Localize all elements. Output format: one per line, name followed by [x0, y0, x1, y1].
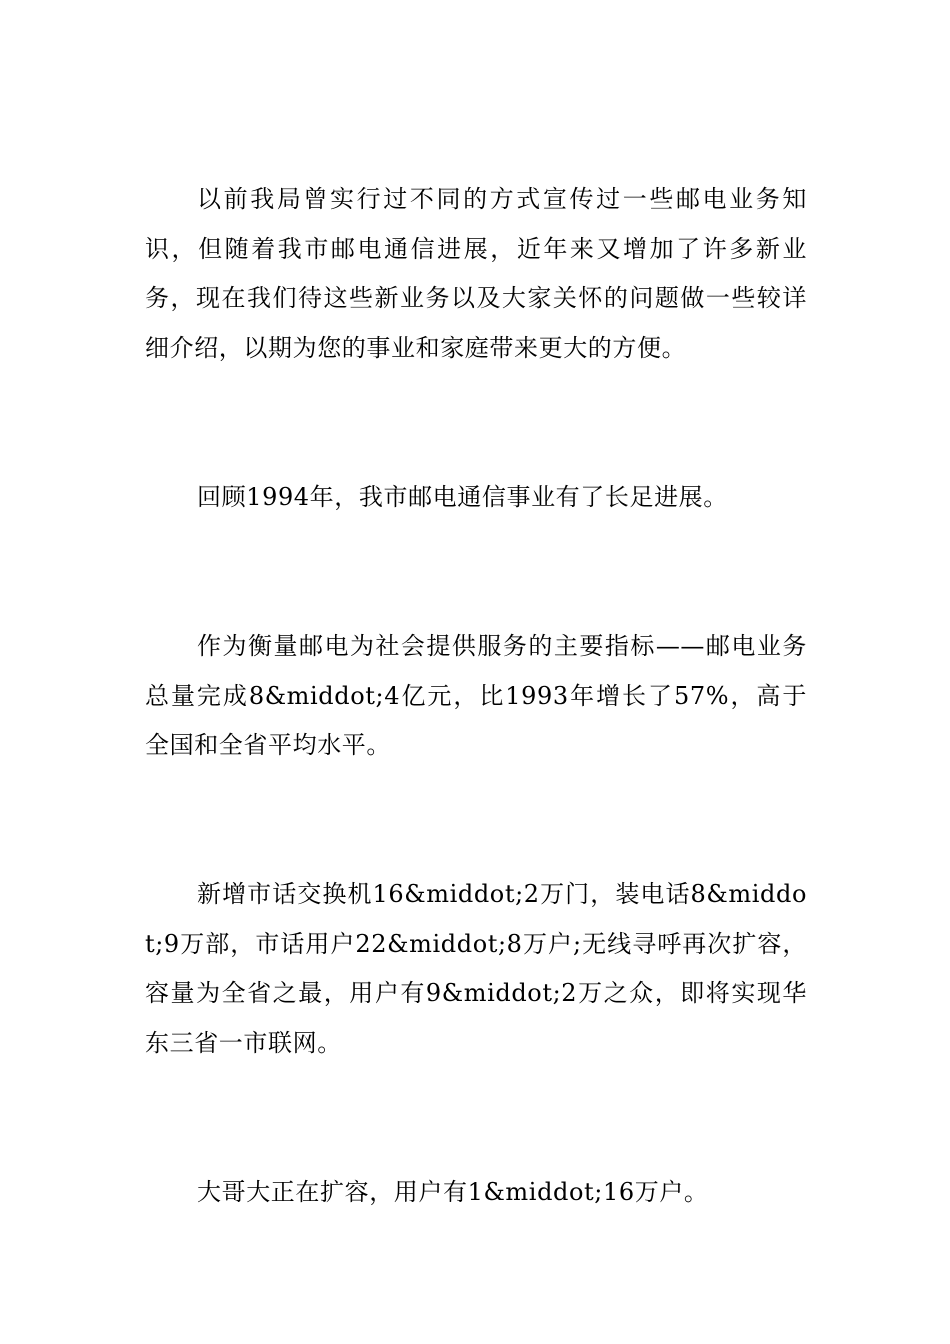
paragraph-telephone-growth: 新增市话交换机16&middot;2万门，装电话8&middot;9万部，市话用户22&middot;8万户;无线寻呼再次扩容，容量为全省之最，用户有9&middot;2万之众，即将实现华东三省一市联网。 [145, 880, 807, 1057]
paragraph-business-volume: 作为衡量邮电为社会提供服务的主要指标——邮电业务总量完成8&middot;4亿元，比1993年增长了57%，高于全国和全省平均水平。 [145, 632, 807, 759]
paragraph-intro: 以前我局曾实行过不同的方式宣传过一些邮电业务知识，但随着我市邮电通信进展，近年来又增加了许多新业务，现在我们待这些新业务以及大家关怀的问题做一些较详细介绍，以期为您的事业和家庭带来更大的方便。 [145, 185, 807, 362]
paragraph-review-1994: 回顾1994年，我市邮电通信事业有了长足进展。 [197, 483, 728, 511]
paragraph-mobile-users: 大哥大正在扩容，用户有1&middot;16万户。 [197, 1178, 709, 1206]
